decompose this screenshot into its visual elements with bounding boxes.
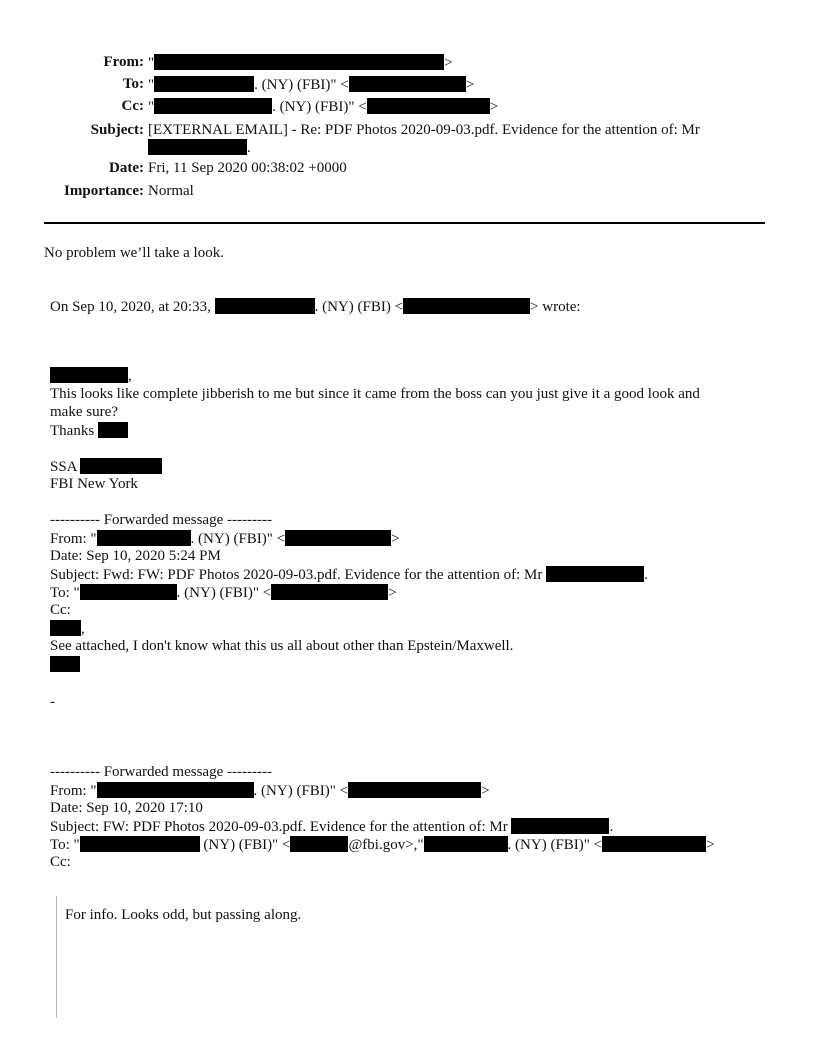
redaction: [97, 782, 254, 798]
cc-label: Cc:: [121, 98, 144, 114]
cc-mid-text: . (NY) (FBI)" <: [272, 99, 367, 115]
cc-bracket: >: [489, 99, 499, 115]
fwd-greeting-comma: ,: [81, 621, 85, 637]
sig-title-text: SSA: [50, 459, 77, 475]
attribution-pre: On Sep 10, 2020, at 20:33,: [50, 299, 211, 315]
redaction: [80, 458, 162, 474]
from-label: From:: [103, 54, 144, 70]
redaction: [285, 530, 391, 546]
cc-quote: ": [148, 99, 155, 115]
to-quote: ": [148, 77, 155, 93]
redaction: [349, 76, 466, 92]
redaction: [348, 782, 481, 798]
from-quote: ": [148, 55, 155, 71]
redaction: [50, 367, 128, 383]
redaction: [154, 54, 444, 70]
forward2-to: [50, 836, 715, 854]
redaction: [511, 818, 609, 834]
forward2-subject: [50, 818, 613, 836]
forward-divider: ---------- Forwarded message ---------: [50, 512, 272, 528]
from-bracket: >: [444, 55, 453, 71]
to-label: To:: [122, 76, 144, 92]
quoted-attribution: [50, 298, 581, 316]
quoted-text: For info. Looks odd, but passing along.: [65, 907, 302, 923]
forward-from: [50, 530, 400, 548]
fwd2-from-mid: . (NY) (FBI)" <: [253, 783, 349, 799]
redaction: [50, 620, 81, 636]
redaction: [154, 76, 254, 92]
signature-office: FBI New York: [50, 476, 138, 492]
forward-date: Date: Sep 10, 2020 5:24 PM: [50, 548, 221, 564]
thanks-text: Thanks: [50, 423, 95, 439]
reply-text: No problem we’ll take a look.: [44, 245, 224, 261]
fwd2-to-post: >: [706, 837, 715, 853]
date-label: Date:: [109, 160, 144, 176]
redaction: [80, 584, 177, 600]
to-bracket: >: [465, 77, 475, 93]
greeting: [50, 367, 132, 385]
cc-value: [148, 98, 498, 116]
redaction: [215, 298, 315, 314]
fwd2-from-post: >: [481, 783, 490, 799]
forward2-from: [50, 782, 490, 800]
subject-line-2: [148, 139, 251, 157]
redaction: [148, 139, 247, 155]
to-value: [148, 76, 474, 94]
fwd2-to-mid3: . (NY) (FBI)" <: [507, 837, 603, 853]
importance-value: Normal: [148, 183, 194, 199]
subject-label: Subject:: [90, 122, 144, 138]
redaction: [98, 422, 128, 438]
forward-signoff: [50, 656, 80, 674]
redaction: [424, 836, 508, 852]
header-divider: [44, 222, 765, 224]
redaction: [80, 836, 200, 852]
importance-label: Importance:: [64, 183, 144, 199]
fwd2-to-mid2: @fbi.gov>,": [348, 837, 424, 853]
forward-subject: [50, 566, 648, 584]
forward-dash: -: [50, 694, 55, 710]
subject-line-1: [EXTERNAL EMAIL] - Re: PDF Photos 2020-09-03.pdf. Evidence for the attention of: Mr: [148, 122, 700, 138]
fwd2-from-pre: From: ": [50, 783, 97, 799]
from-value: [148, 54, 453, 72]
fwd-from-post: >: [391, 531, 400, 547]
redaction: [290, 836, 348, 852]
forward2-date: Date: Sep 10, 2020 17:10: [50, 800, 203, 816]
forward-greeting: [50, 620, 85, 638]
fwd-to-post: >: [388, 585, 397, 601]
redaction: [367, 98, 490, 114]
fwd2-to-pre: To: ": [50, 837, 80, 853]
fwd2-subject-text: Subject: FW: PDF Photos 2020-09-03.pdf. Evidence for the attention of: Mr: [50, 819, 508, 835]
forward-to: [50, 584, 397, 602]
redaction: [154, 98, 272, 114]
fwd2-subject-post: .: [609, 819, 614, 835]
redaction: [271, 584, 388, 600]
fwd-subject-post: .: [644, 567, 648, 583]
redaction: [403, 298, 530, 314]
redaction: [50, 656, 80, 672]
forward-text: See attached, I don't know what this us all about other than Epstein/Maxwell.: [50, 638, 514, 654]
fwd-to-mid: . (NY) (FBI)" <: [176, 585, 272, 601]
forward-cc: Cc:: [50, 602, 71, 618]
message-line-2: make sure?: [50, 404, 118, 420]
redaction: [97, 530, 191, 546]
redaction: [546, 566, 644, 582]
subject-period: .: [247, 140, 251, 156]
forward2-divider: ---------- Forwarded message ---------: [50, 764, 272, 780]
thanks-line: [50, 422, 128, 440]
fwd-from-pre: From: ": [50, 531, 97, 547]
redaction: [602, 836, 706, 852]
signature-title: [50, 458, 162, 476]
fwd-from-mid: . (NY) (FBI)" <: [190, 531, 286, 547]
fwd-subject-text: Subject: Fwd: FW: PDF Photos 2020-09-03.pdf. Evidence for the attention of: Mr: [50, 567, 543, 583]
date-value: Fri, 11 Sep 2020 00:38:02 +0000: [148, 160, 347, 176]
attribution-mid: . (NY) (FBI) <: [314, 299, 404, 315]
fwd2-to-mid1: (NY) (FBI)" <: [203, 837, 291, 853]
quote-bar: [56, 896, 57, 1018]
fwd-to-pre: To: ": [50, 585, 80, 601]
to-mid-text: . (NY) (FBI)" <: [254, 77, 349, 93]
forward2-cc: Cc:: [50, 854, 71, 870]
message-line-1: This looks like complete jibberish to me but since it came from the boss can you just give it a good look and: [50, 386, 700, 402]
attribution-post: > wrote:: [530, 299, 581, 315]
greeting-comma: ,: [128, 368, 132, 384]
